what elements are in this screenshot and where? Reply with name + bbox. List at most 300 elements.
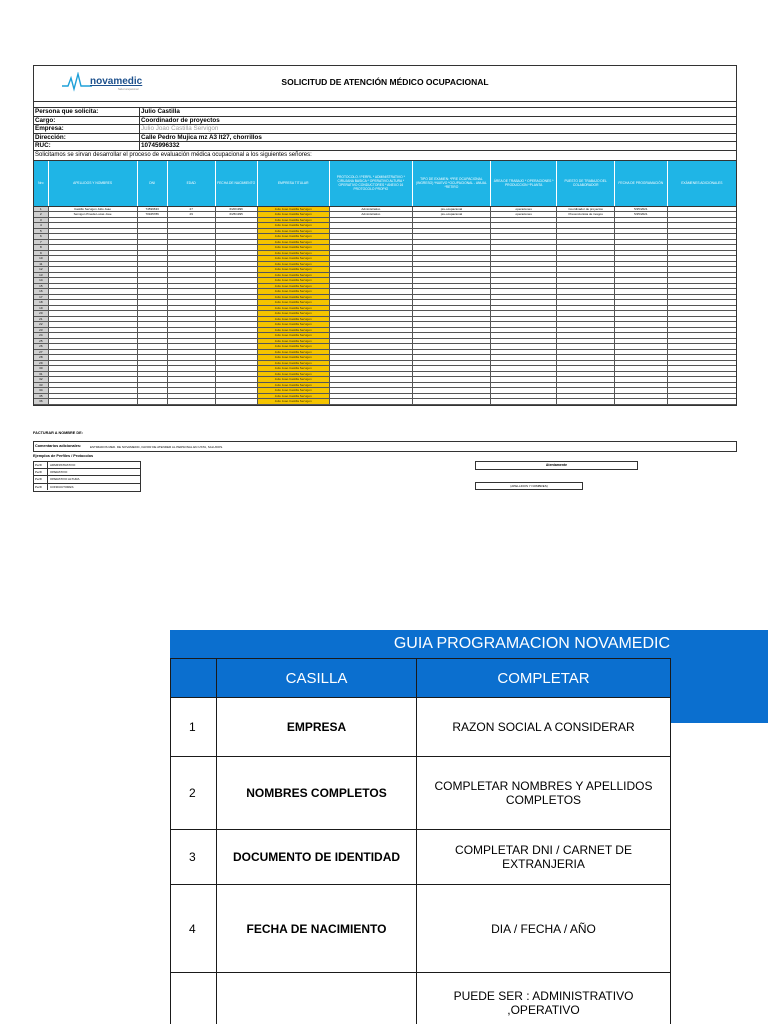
- table-cell: [668, 218, 736, 223]
- guide-row-number: [171, 973, 217, 1024]
- table-cell: [168, 240, 216, 245]
- guide-row-number: 2: [171, 757, 217, 830]
- guide-casilla: DOCUMENTO DE IDENTIDAD: [217, 830, 417, 885]
- row-number: 3: [34, 218, 49, 223]
- table-cell: [557, 262, 615, 267]
- table-cell: [491, 394, 557, 399]
- table-cell: [330, 251, 413, 256]
- table-cell: [615, 394, 668, 399]
- table-cell: [49, 355, 138, 360]
- table-cell: [491, 317, 557, 322]
- table-cell: [668, 383, 736, 388]
- table-cell: [413, 350, 491, 355]
- table-cell: Julio Joao Castilla Servigon: [258, 273, 330, 278]
- table-cell: [668, 328, 736, 333]
- table-cell: Julio Joao Castilla Servigon: [258, 267, 330, 272]
- table-cell: [413, 344, 491, 349]
- table-cell: [138, 394, 168, 399]
- table-cell: [557, 361, 615, 366]
- table-cell: 27: [168, 207, 216, 212]
- facturar-label: FACTURAR A NOMBRE DE:: [33, 431, 83, 435]
- table-cell: [491, 284, 557, 289]
- table-cell: [138, 350, 168, 355]
- guide-title: GUIA PROGRAMACION NOVAMEDIC: [393, 635, 670, 652]
- table-cell: [668, 212, 736, 217]
- table-cell: [216, 267, 258, 272]
- table-cell: [49, 273, 138, 278]
- table-cell: [413, 383, 491, 388]
- table-cell: [557, 278, 615, 283]
- row-number: 10: [34, 256, 49, 261]
- table-cell: [168, 311, 216, 316]
- row-number: 28: [34, 355, 49, 360]
- table-cell: [216, 311, 258, 316]
- table-cell: [168, 284, 216, 289]
- table-cell: [168, 229, 216, 234]
- table-cell: 74599633: [138, 207, 168, 212]
- table-cell: [49, 240, 138, 245]
- table-cell: [330, 339, 413, 344]
- table-cell: [668, 355, 736, 360]
- patients-table-header: [34, 161, 736, 207]
- perfil-row: [34, 476, 140, 483]
- header-cell: Nro: [34, 161, 49, 206]
- perfil-name: ADMINISTRATIVO: [50, 463, 76, 467]
- table-cell: [330, 355, 413, 360]
- table-cell: [557, 267, 615, 272]
- table-cell: [668, 223, 736, 228]
- table-cell: [168, 300, 216, 305]
- table-cell: [138, 223, 168, 228]
- table-cell: [491, 377, 557, 382]
- guide-row: [171, 885, 671, 973]
- table-cell: [330, 229, 413, 234]
- table-cell: 5/25/2021: [615, 207, 668, 212]
- row-number: 25: [34, 339, 49, 344]
- header-cell: EMPRESA TITULAR: [258, 161, 330, 206]
- table-cell: Julio Joao Castilla Servigon: [258, 245, 330, 250]
- table-cell: [168, 388, 216, 393]
- table-cell: [413, 295, 491, 300]
- request-form-sheet: [33, 65, 737, 406]
- table-cell: Julio Joao Castilla Servigon: [258, 284, 330, 289]
- row-number: 12: [34, 267, 49, 272]
- table-cell: [668, 344, 736, 349]
- row-number: 15: [34, 284, 49, 289]
- row-number: 27: [34, 350, 49, 355]
- table-cell: [557, 284, 615, 289]
- header-cell: EDAD: [168, 161, 216, 206]
- row-number: 9: [34, 251, 49, 256]
- table-cell: [413, 366, 491, 371]
- table-cell: Julio Joao Castilla Servigon: [258, 394, 330, 399]
- row-number: 2: [34, 212, 49, 217]
- table-cell: [491, 388, 557, 393]
- patients-table-body: [34, 207, 736, 405]
- table-cell: [413, 394, 491, 399]
- table-cell: Prevencionista de riesgos: [557, 212, 615, 217]
- table-cell: [668, 289, 736, 294]
- table-cell: [413, 273, 491, 278]
- table-cell: [491, 218, 557, 223]
- table-cell: [557, 399, 615, 404]
- table-cell: [330, 317, 413, 322]
- table-cell: [168, 394, 216, 399]
- guide-row-number: 3: [171, 830, 217, 885]
- guide-header-completar: COMPLETAR: [417, 659, 671, 698]
- row-number: 26: [34, 344, 49, 349]
- table-cell: [168, 377, 216, 382]
- table-cell: [413, 355, 491, 360]
- table-cell: [668, 245, 736, 250]
- table-cell: [668, 388, 736, 393]
- row-number: 19: [34, 306, 49, 311]
- table-cell: Julio Joao Castilla Servigon: [258, 278, 330, 283]
- table-cell: [138, 306, 168, 311]
- table-cell: [668, 339, 736, 344]
- table-cell: [668, 377, 736, 382]
- table-cell: [491, 311, 557, 316]
- guide-row: [171, 698, 671, 757]
- guide-completar: PUEDE SER : ADMINISTRATIVO ,OPERATIVO: [417, 973, 671, 1024]
- guide-side-band: [670, 658, 768, 723]
- table-cell: [668, 295, 736, 300]
- table-cell: Julio Joao Castilla Servigon: [258, 388, 330, 393]
- table-cell: 6/20/1996: [216, 207, 258, 212]
- table-cell: [615, 372, 668, 377]
- table-cell: [216, 394, 258, 399]
- header-cell: DNI: [138, 161, 168, 206]
- row-number: 24: [34, 333, 49, 338]
- table-cell: Julio Joao Castilla Servigon: [258, 300, 330, 305]
- guide-row: [171, 830, 671, 885]
- table-cell: [330, 372, 413, 377]
- table-cell: operaciones: [491, 207, 557, 212]
- table-cell: [216, 388, 258, 393]
- table-cell: [49, 256, 138, 261]
- table-cell: [168, 256, 216, 261]
- table-cell: [49, 383, 138, 388]
- table-cell: [216, 273, 258, 278]
- row-number: 7: [34, 240, 49, 245]
- table-cell: [557, 306, 615, 311]
- table-cell: [168, 361, 216, 366]
- table-cell: pre-ocupacional: [413, 207, 491, 212]
- table-cell: [330, 218, 413, 223]
- table-cell: [557, 300, 615, 305]
- table-cell: 29: [168, 212, 216, 217]
- table-cell: [168, 372, 216, 377]
- table-cell: [138, 372, 168, 377]
- table-cell: [138, 267, 168, 272]
- table-cell: [330, 388, 413, 393]
- perfiles-list: [33, 461, 141, 492]
- table-cell: [49, 251, 138, 256]
- guide-casilla: FECHA DE NACIMIENTO: [217, 885, 417, 973]
- table-cell: [138, 229, 168, 234]
- table-cell: [491, 322, 557, 327]
- table-cell: [168, 273, 216, 278]
- row-number: 35: [34, 394, 49, 399]
- table-cell: [491, 295, 557, 300]
- comments-box: [33, 441, 737, 452]
- table-cell: [138, 344, 168, 349]
- row-number: 17: [34, 295, 49, 300]
- table-cell: [413, 218, 491, 223]
- requester-fields: [34, 108, 736, 151]
- perfil-tag: Perfil: [34, 484, 48, 490]
- comments-value: ESTIMADOS MED. DE NOVAMEDIC, FAVOR DE ATENDER AL PERSONAL EN USTA, SALUDOS.: [90, 444, 223, 449]
- table-cell: Julio Joao Castilla Servigon: [258, 229, 330, 234]
- table-cell: Julio Joao Castilla Servigon: [258, 383, 330, 388]
- guide-completar: COMPLETAR NOMBRES Y APELLIDOS COMPLETOS: [417, 757, 671, 830]
- table-cell: [413, 311, 491, 316]
- table-cell: [330, 295, 413, 300]
- table-cell: [330, 366, 413, 371]
- row-number: 5: [34, 229, 49, 234]
- table-cell: [216, 218, 258, 223]
- table-cell: [491, 300, 557, 305]
- table-cell: [330, 245, 413, 250]
- table-cell: 70945786: [138, 212, 168, 217]
- signature-names: (APELLIDOS Y NOMBRES): [475, 482, 583, 490]
- field-label: Dirección:: [34, 134, 140, 142]
- table-cell: [216, 278, 258, 283]
- perfil-tag: Perfil: [34, 476, 48, 482]
- table-cell: [49, 295, 138, 300]
- table-cell: [668, 311, 736, 316]
- table-cell: [49, 399, 138, 404]
- table-cell: [330, 361, 413, 366]
- row-number: 20: [34, 311, 49, 316]
- table-cell: [491, 372, 557, 377]
- header-cell: ÁREA DE TRABAJO * OPERACIONES * PRODUCCION *PLANTA: [491, 161, 557, 206]
- table-cell: Julio Joao Castilla Servigon: [258, 256, 330, 261]
- table-cell: [668, 350, 736, 355]
- table-cell: [216, 256, 258, 261]
- table-cell: [216, 344, 258, 349]
- table-cell: [668, 207, 736, 212]
- table-cell: [216, 295, 258, 300]
- table-cell: [668, 306, 736, 311]
- perfil-tag: Perfil: [34, 462, 48, 468]
- guide-completar: COMPLETAR DNI / CARNET DE EXTRANJERIA: [417, 830, 671, 885]
- field-row: [34, 117, 736, 126]
- table-cell: [615, 234, 668, 239]
- table-cell: [557, 317, 615, 322]
- table-cell: [557, 245, 615, 250]
- table-cell: [216, 223, 258, 228]
- logo-text: novamedic: [90, 76, 143, 87]
- table-cell: [168, 328, 216, 333]
- table-cell: [138, 289, 168, 294]
- table-cell: [330, 333, 413, 338]
- field-label: Cargo:: [34, 117, 140, 125]
- table-cell: Julio Joao Castilla Servigon: [258, 223, 330, 228]
- table-cell: [413, 322, 491, 327]
- table-cell: [615, 366, 668, 371]
- comments-label: Comentarios adicionales:: [35, 444, 82, 448]
- table-cell: [138, 273, 168, 278]
- guide-header-casilla: CASILLA: [217, 659, 417, 698]
- guide-header-row: [171, 659, 671, 698]
- table-cell: [615, 273, 668, 278]
- field-row: [34, 134, 736, 143]
- table-cell: [138, 284, 168, 289]
- row-number: 36: [34, 399, 49, 404]
- guide-table-body: [171, 698, 671, 1024]
- table-row: [34, 399, 736, 405]
- table-cell: [216, 240, 258, 245]
- logo-tagline: Salud ocupacional: [118, 88, 139, 91]
- table-cell: [668, 251, 736, 256]
- table-cell: [668, 317, 736, 322]
- table-cell: Julio Joao Castilla Servigon: [258, 377, 330, 382]
- table-cell: [615, 278, 668, 283]
- table-cell: [330, 300, 413, 305]
- table-cell: [49, 372, 138, 377]
- header-cell: PUESTO DE TRABAJO DEL COLABORADOR: [557, 161, 615, 206]
- table-cell: [330, 223, 413, 228]
- table-cell: [491, 328, 557, 333]
- field-label: RUC:: [34, 142, 140, 150]
- table-cell: [330, 394, 413, 399]
- row-number: 16: [34, 289, 49, 294]
- row-number: 23: [34, 328, 49, 333]
- table-cell: [491, 355, 557, 360]
- table-cell: [216, 399, 258, 404]
- table-cell: [49, 218, 138, 223]
- perfil-row: [34, 462, 140, 469]
- table-cell: [491, 256, 557, 261]
- table-cell: [49, 361, 138, 366]
- table-cell: [168, 366, 216, 371]
- table-cell: pre-ocupacional: [413, 212, 491, 217]
- perfil-row: [34, 469, 140, 476]
- table-cell: [138, 383, 168, 388]
- field-label: Empresa:: [34, 125, 140, 133]
- table-cell: [557, 377, 615, 382]
- table-cell: [49, 333, 138, 338]
- table-cell: Julio Joao Castilla Servigon: [258, 306, 330, 311]
- table-cell: [557, 355, 615, 360]
- table-cell: [491, 350, 557, 355]
- table-cell: [138, 328, 168, 333]
- table-cell: [491, 366, 557, 371]
- table-cell: [557, 251, 615, 256]
- table-cell: [413, 372, 491, 377]
- table-cell: [615, 355, 668, 360]
- table-cell: [168, 289, 216, 294]
- table-cell: [615, 399, 668, 404]
- table-cell: [330, 278, 413, 283]
- table-cell: [413, 300, 491, 305]
- table-cell: [615, 289, 668, 294]
- table-cell: [615, 383, 668, 388]
- table-cell: [413, 388, 491, 393]
- table-cell: [491, 234, 557, 239]
- table-cell: [668, 361, 736, 366]
- row-number: 32: [34, 377, 49, 382]
- table-cell: [138, 256, 168, 261]
- table-cell: [615, 317, 668, 322]
- guide-casilla: EMPRESA: [217, 698, 417, 757]
- row-number: 31: [34, 372, 49, 377]
- table-cell: [168, 333, 216, 338]
- table-cell: [615, 311, 668, 316]
- table-cell: [491, 223, 557, 228]
- table-cell: [557, 256, 615, 261]
- table-cell: [413, 306, 491, 311]
- table-cell: [168, 223, 216, 228]
- table-cell: [168, 278, 216, 283]
- table-cell: Servigon Pineda Lucas Jose: [49, 212, 138, 217]
- table-cell: [216, 350, 258, 355]
- table-cell: Julio Joao Castilla Servigon: [258, 207, 330, 212]
- table-cell: operaciones: [491, 212, 557, 217]
- table-cell: [138, 218, 168, 223]
- table-cell: [491, 289, 557, 294]
- header-cell: TIPO DE EXAMEN: *PRE OCUPACIONAL (INGRESO) *NUEVO *OCUPACIONAL - ANUAL *RETIRO: [413, 161, 491, 206]
- table-cell: [615, 361, 668, 366]
- table-cell: [49, 245, 138, 250]
- table-cell: [49, 278, 138, 283]
- table-cell: [49, 344, 138, 349]
- table-cell: [138, 234, 168, 239]
- table-cell: [138, 355, 168, 360]
- table-cell: Julio Joao Castilla Servigon: [258, 240, 330, 245]
- header-cell: FECHA DE NACIMIENTO: [216, 161, 258, 206]
- row-number: 30: [34, 366, 49, 371]
- table-cell: [668, 394, 736, 399]
- table-cell: [491, 399, 557, 404]
- table-cell: [615, 322, 668, 327]
- table-cell: [557, 289, 615, 294]
- field-value: Julio Castilla: [141, 108, 180, 115]
- table-cell: [330, 377, 413, 382]
- field-row: [34, 142, 736, 151]
- table-cell: Julio Joao Castilla Servigon: [258, 328, 330, 333]
- table-cell: Coordinador de proyectos: [557, 207, 615, 212]
- guide-row-number: 1: [171, 698, 217, 757]
- table-cell: [557, 234, 615, 239]
- table-cell: Julio Joao Castilla Servigon: [258, 262, 330, 267]
- table-cell: [49, 229, 138, 234]
- table-cell: [216, 361, 258, 366]
- table-cell: [138, 333, 168, 338]
- table-cell: [615, 295, 668, 300]
- table-cell: [668, 267, 736, 272]
- table-cell: [557, 311, 615, 316]
- table-cell: 5/25/2021: [615, 212, 668, 217]
- table-cell: [413, 240, 491, 245]
- table-cell: [491, 344, 557, 349]
- row-number: 11: [34, 262, 49, 267]
- table-cell: [216, 317, 258, 322]
- table-cell: [615, 388, 668, 393]
- row-number: 8: [34, 245, 49, 250]
- table-cell: [413, 245, 491, 250]
- table-cell: [330, 383, 413, 388]
- table-cell: Julio Joao Castilla Servigon: [258, 399, 330, 404]
- table-cell: [491, 361, 557, 366]
- table-cell: Administrativo: [330, 207, 413, 212]
- table-cell: [557, 344, 615, 349]
- table-cell: [138, 240, 168, 245]
- field-value: Julio Joao Castilla Servigon: [141, 125, 219, 133]
- table-cell: [491, 251, 557, 256]
- table-cell: [168, 355, 216, 360]
